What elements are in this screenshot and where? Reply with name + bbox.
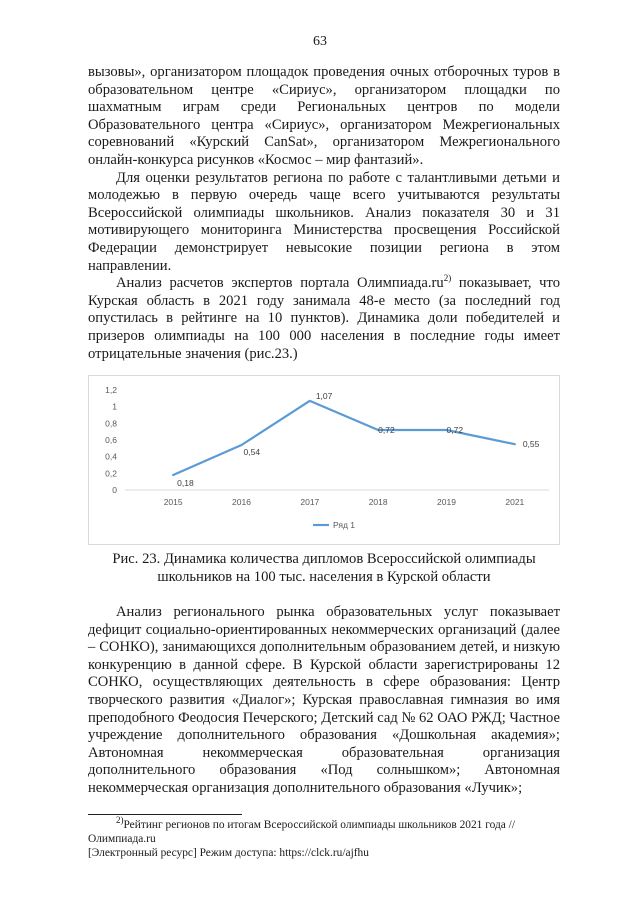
chart-legend: [313, 520, 355, 530]
data-label: 1,07: [315, 390, 333, 401]
data-label: 0,18: [177, 478, 194, 488]
x-tick-label: 2021: [505, 497, 525, 507]
y-tick-label: 1: [112, 401, 117, 412]
data-label: 0,55: [522, 439, 540, 450]
x-tick-label: 2018: [368, 497, 388, 507]
paragraph-4: Анализ регионального рынка образовательных услуг показывает дефицит социально-ориентированных некоммерческих организаций (далее – СОНКО), занимающихся дополнительным образованием детей, и низкую конкуренцию в данной сфере. В Курской области зарегистрированы 12 СОНКО, осуществляющих деятельность в сфере образования: Центр творческого развития «Диалог»; Курская православная гимназия во имя преподобного Феодосия Печерского; Детский сад № 62 ОАО РЖД; Частное учреждение дополнительного образования «Дошкольная академия»; Автономная некоммерческая образовательная организация дополнительного образования «Под солнышком»; Автономная некоммерческая организация дополнительного образования «Лучик»;: [88, 604, 560, 796]
footnote-text: Рейтинг регионов по итогам Всероссийской олимпиады школьников 2021 года // Олимпиада.ru: [88, 819, 515, 845]
paragraph-3-start: Анализ расчетов экспертов портала Олимпиада.ru: [116, 275, 444, 292]
paragraph-2: Для оценки результатов региона по работе с талантливыми детьми и молодежью в первую очередь чаще всего учитываются результаты Всероссийской олимпиады школьников. Анализ показателя 30 и 31 мотивирующего мониторинга Министерства просвещения Российской Федерации демонстрирует невысокие позиции региона в этом направлении.: [88, 169, 560, 274]
x-tick-label: 2015: [163, 497, 183, 507]
line-chart: [88, 375, 560, 545]
data-label: 0,54: [243, 447, 261, 457]
footnote-mark: 2): [116, 815, 124, 826]
chart-svg: [89, 376, 559, 544]
y-tick-label: 0: [112, 485, 117, 495]
x-axis-ticks: [164, 497, 525, 507]
paragraph-3-end: показывает, что Курская область в 2021 году занимала 48-е место (за последний год опустилась в рейтинге на 10 пунктов). Динамика доли победителей и призеров олимпиады на 100 000 населения в последние годы имеет отрицательные значения (рис.23.): [88, 275, 560, 362]
y-tick-label: 0,8: [105, 418, 117, 429]
legend-label: Ряд 1: [333, 520, 356, 530]
y-tick-label: 0,4: [105, 451, 117, 462]
y-axis-ticks: [105, 385, 117, 495]
footnote: [88, 815, 560, 860]
y-tick-label: 0,2: [105, 468, 117, 479]
footnote-line-2: [Электронный ресурс] Режим доступа: https://clck.ru/ajfhu: [88, 847, 369, 859]
footnote-ref[interactable]: 2): [443, 273, 452, 284]
figure-caption: Рис. 23. Динамика количества дипломов Всероссийской олимпиады школьников на 100 тыс. населения в Курской области: [112, 551, 536, 585]
x-tick-label: 2019: [437, 497, 456, 507]
paragraph-3: [88, 275, 560, 363]
y-tick-label: 0,6: [105, 435, 117, 445]
body-text-top: [88, 64, 560, 363]
x-tick-label: 2017: [300, 497, 320, 507]
data-labels: [177, 391, 539, 488]
data-label: 0,72: [378, 425, 395, 435]
data-label: 0,72: [446, 425, 464, 435]
paragraph-1: вызовы», организатором площадок проведения очных отборочных туров в образовательном центре «Сириус», организатором площадки по шахматным играм среди Региональных центров по модели Образовательного центра «Сириус», организатором Межрегиональных соревнований «Курский CanSat», организатором Межрегионального онлайн-конкурса рисунков «Космос – мир фантазий».: [88, 64, 560, 168]
body-text-bottom: [88, 604, 560, 798]
footnote-line-1: [88, 815, 560, 846]
page-number: 63: [313, 34, 327, 49]
series-line: [173, 401, 515, 475]
y-tick-label: 1,2: [105, 385, 117, 395]
x-tick-label: 2016: [232, 497, 251, 507]
footnote-separator: [88, 814, 242, 815]
